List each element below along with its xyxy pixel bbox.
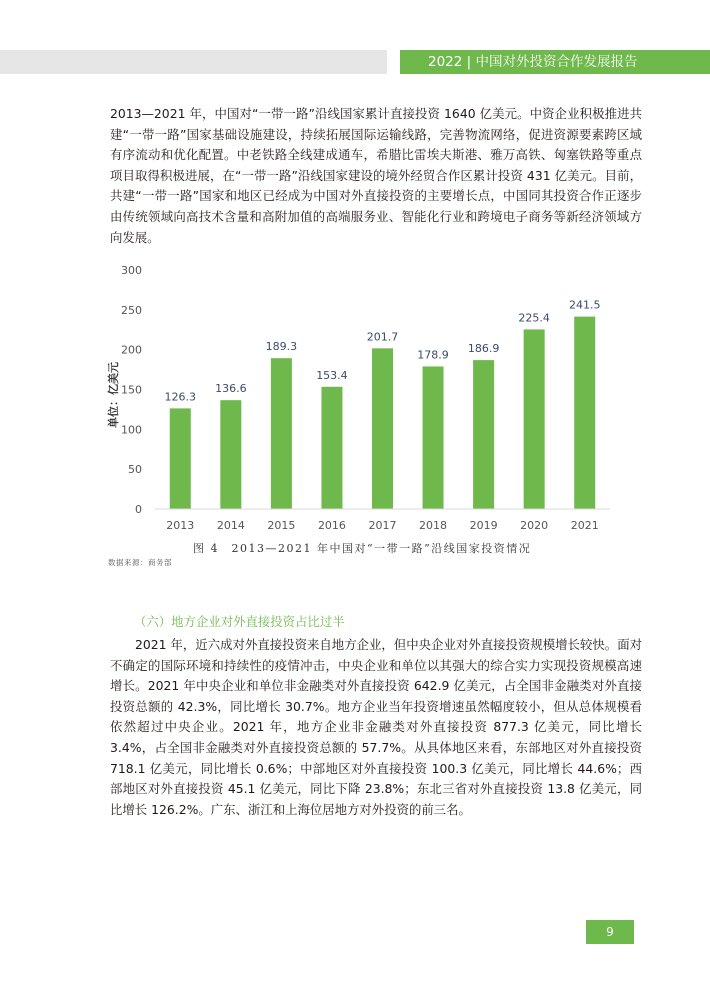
value-label-2015: 189.3 xyxy=(265,340,298,354)
x-tick-label-2020: 2020 xyxy=(520,519,549,532)
chart-source: 数据来源：商务部 xyxy=(108,558,172,567)
bar-2020 xyxy=(524,329,545,509)
bar-chart xyxy=(100,255,620,539)
y-tick-label: 100 xyxy=(121,423,142,437)
value-label-2021: 241.5 xyxy=(568,298,601,312)
bar-2016 xyxy=(321,387,342,509)
bar-2015 xyxy=(271,358,292,509)
x-tick-label-2021: 2021 xyxy=(570,519,599,532)
intro-paragraph: 2013—2021 年，中国对“一带一路”沿线国家累计直接投资 1640 亿美元。中资企业积极推进共建“一带一路”国家基础设施建设，持续拓展国际运输线路，完善物流网络，促进资源要素跨区域有序流动和优化配置。中老铁路全线建成通车，希腊比雷埃夫斯港、雅万高铁、匈塞铁路等重点项目取得积极进展，在“一带一路”沿线国家建设的境外经贸合作区累计投资 431 亿美元。目前，共建“一带一路”国家和地区已经成为中国对外直接投资的主要增长点，中国同其投资合作正逐步由传统领域向高技术含量和高附加值的高端服务业、智能化行业和跨境电子商务等新经济领域方向发展。 xyxy=(110,106,642,245)
y-tick-label: 0 xyxy=(135,503,142,516)
bars xyxy=(170,317,595,509)
y-tick-label: 200 xyxy=(121,343,142,357)
x-tick-label-2013: 2013 xyxy=(166,519,195,532)
value-label-2019: 186.9 xyxy=(467,342,500,356)
y-tick-label: 150 xyxy=(121,383,142,397)
header-title: 2022 | 中国对外投资合作发展报告 xyxy=(400,50,710,74)
x-tick-label-2016: 2016 xyxy=(317,519,346,532)
x-tick-label-2019: 2019 xyxy=(469,519,498,532)
header-gray-bar xyxy=(0,50,387,74)
value-label-2013: 126.3 xyxy=(164,390,197,404)
y-tick-label: 250 xyxy=(121,303,142,317)
bar-2021 xyxy=(574,317,595,509)
y-axis-ticks xyxy=(121,264,142,516)
bar-2018 xyxy=(423,366,444,509)
x-tick-label-2015: 2015 xyxy=(267,519,296,532)
x-axis-ticks xyxy=(166,519,598,532)
y-tick-label: 300 xyxy=(121,264,142,277)
x-tick-label-2014: 2014 xyxy=(216,519,245,532)
bar-2014 xyxy=(220,400,241,509)
y-axis-label: 单位：亿美元 xyxy=(107,362,120,428)
y-tick-label: 50 xyxy=(128,463,142,477)
value-label-2020: 225.4 xyxy=(518,311,550,325)
page-number: 9 xyxy=(586,920,634,944)
chart-caption: 图 4 2013—2021 年中国对“一带一路”沿线国家投资情况 xyxy=(193,542,532,555)
section-paragraph: 2021 年，近六成对外直接投资来自地方企业，但中央企业对外直接投资规模增长较快。面对不确定的国际环境和持续性的疫情冲击，中央企业和单位以其强大的综合实力实现投资规模高速增长。2021 年中央企业和单位非金融类对外直接投资 642.9 亿美元，占全国非金融类对外直接投资总额的 42.3%，同比增长 30.7%。地方企业当年投资增速虽然幅度较小，但从总体规模看依然超过中央企业。2021 年，地方企业非金融类对外直接投资 877.3 亿美元，同比增长 3.4%，占全国非金融类对外直接投资总额的 57.7%。从具体地区来看，东部地区对外直接投资 718.1 亿美元，同比增长 0.6%；中部地区对外直接投资 100.3 亿美元，同比增长 44.6%；西部地区对外直接投资 45.1 亿美元，同比下降 23.8%；东北三省对外直接投资 13.8 亿美元，同比增长 126.2%。广东、浙江和上海位居地方对外投资的前三名。 xyxy=(110,637,642,817)
value-label-2014: 136.6 xyxy=(215,382,247,396)
section-heading: （六）地方企业对外直接投资占比过半 xyxy=(134,614,345,629)
bar-2013 xyxy=(170,408,191,509)
value-label-2018: 178.9 xyxy=(417,348,449,362)
bar-2019 xyxy=(473,360,494,509)
value-label-2017: 201.7 xyxy=(366,330,399,344)
bar-2017 xyxy=(372,348,393,509)
value-label-2016: 153.4 xyxy=(316,368,348,382)
x-tick-label-2018: 2018 xyxy=(419,519,448,532)
x-tick-label-2017: 2017 xyxy=(368,519,397,532)
